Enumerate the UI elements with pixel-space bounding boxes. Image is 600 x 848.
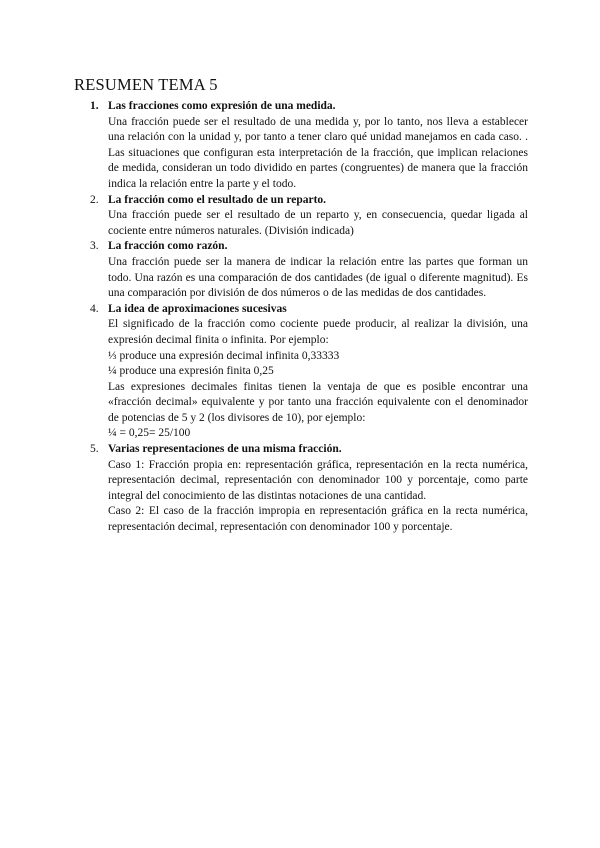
section-heading: Las fracciones como expresión de una medida. [108, 100, 336, 112]
section-heading: Varias representaciones de una misma fracción. [108, 443, 342, 456]
section-paragraph: Caso 1: Fracción propia en: representación gráfica, representación en la recta numérica, representación decimal, representación con denominador 100 y porcentaje, como parte integral del conocimiento de las distintas notaciones de una cantidad. [108, 458, 528, 502]
section-paragraph: Caso 2: El caso de la fracción impropia en representación gráfica en la recta numérica, representación decimal, representación con denominador 100 y porcentaje. [108, 505, 528, 534]
example-equation: ¼ = 0,25= 25/100 [108, 427, 191, 440]
section-number: 3. [90, 240, 99, 253]
section-item-4 [82, 302, 528, 442]
example-line: ¼ produce una expresión finita 0,25 [108, 365, 274, 378]
section-item-3 [82, 239, 528, 301]
section-paragraph: Una fracción puede ser el resultado de un reparto y, en consecuencia, quedar ligada al cociente entre números naturales. (División indicada) [108, 209, 528, 237]
section-item-5 [82, 442, 528, 536]
section-heading: La idea de aproximaciones sucesivas [108, 302, 287, 315]
section-heading: La fracción como el resultado de un reparto. [108, 193, 327, 206]
section-heading: La fracción como razón. [108, 240, 228, 253]
section-number: 1. [90, 100, 99, 112]
document-title: RESUMEN TEMA 5 [74, 75, 218, 94]
section-number: 2. [90, 193, 99, 206]
section-list [82, 99, 528, 536]
section-item-2 [82, 193, 528, 240]
section-item-1 [82, 99, 528, 193]
section-number: 5. [90, 443, 99, 456]
section-paragraph: Una fracción puede ser el resultado de una medida y, por lo tanto, nos lleva a establecer una relación con la unidad y, por tanto a tener claro qué unidad manejamos en cada caso. . Las situaciones que configuran esta interpretación de la fracción, que implican relaciones de medida, consideran un todo dividido en partes (congruentes) de manera que la fracción indica la relación entre la parte y el todo. [108, 115, 528, 190]
section-paragraph: Una fracción puede ser la manera de indicar la relación entre las partes que forman un todo. Una razón es una comparación de dos cantidades (de igual o diferente magnitud). Es una comparación por división de dos números o de las medidas de dos cantidades. [108, 255, 528, 300]
section-paragraph: Las expresiones decimales finitas tienen la ventaja de que es posible encontrar una «fracción decimal» equivalente y por tanto una fracción equivalente con el denominador de potencias de 5 y 2 (los divisores de 10), por ejemplo: [108, 380, 528, 424]
example-line: ⅓ produce una expresión decimal infinita 0,33333 [108, 349, 340, 362]
section-number: 4. [90, 302, 99, 315]
section-paragraph: El significado de la fracción como cociente puede producir, al realizar la división, una expresión decimal finita o infinita. Por ejemplo: [108, 318, 528, 346]
